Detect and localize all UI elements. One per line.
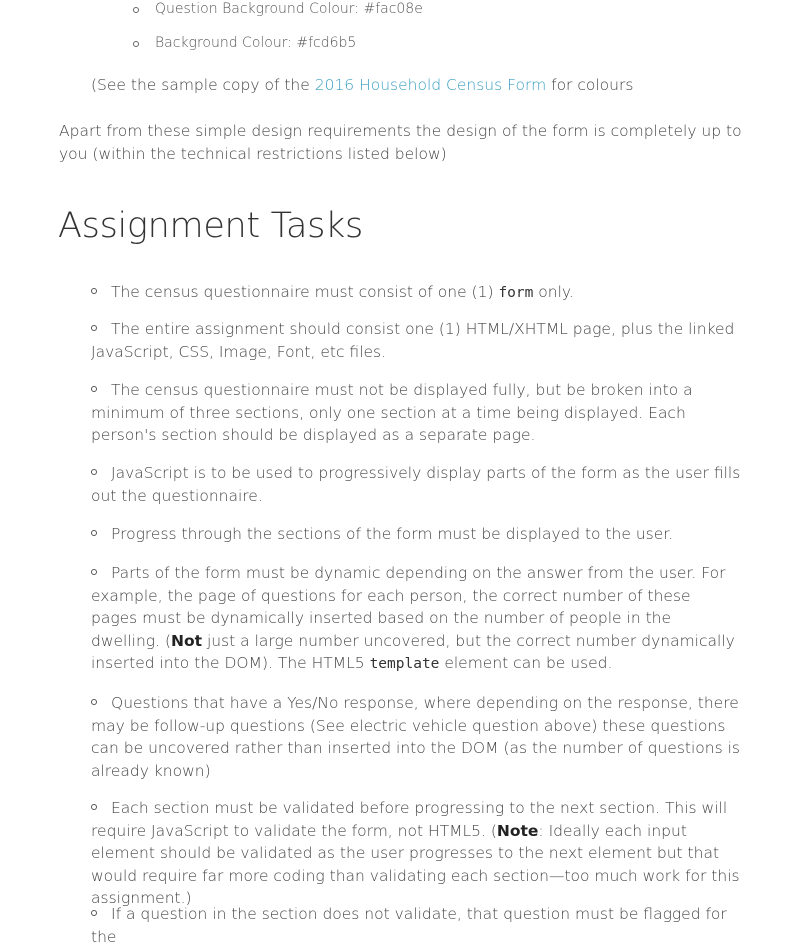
bullet-icon (91, 530, 97, 536)
intro-paragraph: Apart from these simple design requirements the design of the form is completely up to you (within the technical restrictions listed below) (59, 122, 742, 163)
list-item: Each section must be validated before progressing to the next section. This will require JavaScript to validate the form, not HTML5. (Note: Ideally each input element should be validated as the user progresses to the next element but that would require far more coding than validating each section—too much work for this assignment.) (91, 799, 740, 907)
bullet-icon (91, 386, 97, 392)
list-item: If a question in the section does not validate, that question must be flagged for the (91, 905, 727, 946)
list-item: Background Colour: #fcd6b5 (133, 35, 356, 51)
list-item: Questions that have a Yes/No response, where depending on the response, there may be follow-up questions (See electric vehicle question above) these questions can be uncovered rather than inserted into the DOM (as the number of questions is already known) (91, 694, 740, 780)
bullet-icon (91, 699, 97, 705)
bullet-icon (91, 910, 97, 916)
list-item: JavaScript is to be used to progressively display parts of the form as the user fills out the questionnaire. (91, 464, 741, 505)
list-item: Parts of the form must be dynamic depending on the answer from the user. For example, the page of questions for each person, the correct number of these pages must be dynamically inserted based on the number of people in the dwelling. (Not just a large number uncovered, but the correct number dynamically inserted into the DOM). The HTML5 template element can be used. (91, 564, 735, 672)
list-item: Progress through the sections of the form must be displayed to the user. (91, 523, 741, 546)
list-item: Question Background Colour: #fac08e (133, 1, 423, 17)
list-item: The census questionnaire must not be displayed fully, but be broken into a minimum of three sections, only one section at a time being displayed. Each person's section should be displayed as a separate page. (91, 381, 693, 444)
bullet-icon (133, 7, 139, 13)
list-item: The entire assignment should consist one (1) HTML/XHTML page, plus the linked JavaScript, CSS, Image, Font, etc files. (91, 320, 735, 361)
list-item: The census questionnaire must consist of one (1) form only. (91, 281, 741, 305)
colour-reference-note: (See the sample copy of the 2016 Household Census Form for colours (91, 76, 634, 94)
bullet-icon (91, 288, 97, 294)
bullet-icon (91, 469, 97, 475)
bullet-icon (91, 325, 97, 331)
section-heading: Assignment Tasks (58, 206, 363, 246)
bullet-icon (91, 569, 97, 575)
bullet-icon (91, 804, 97, 810)
census-form-link[interactable]: 2016 Household Census Form (314, 76, 547, 94)
bullet-icon (133, 41, 139, 47)
